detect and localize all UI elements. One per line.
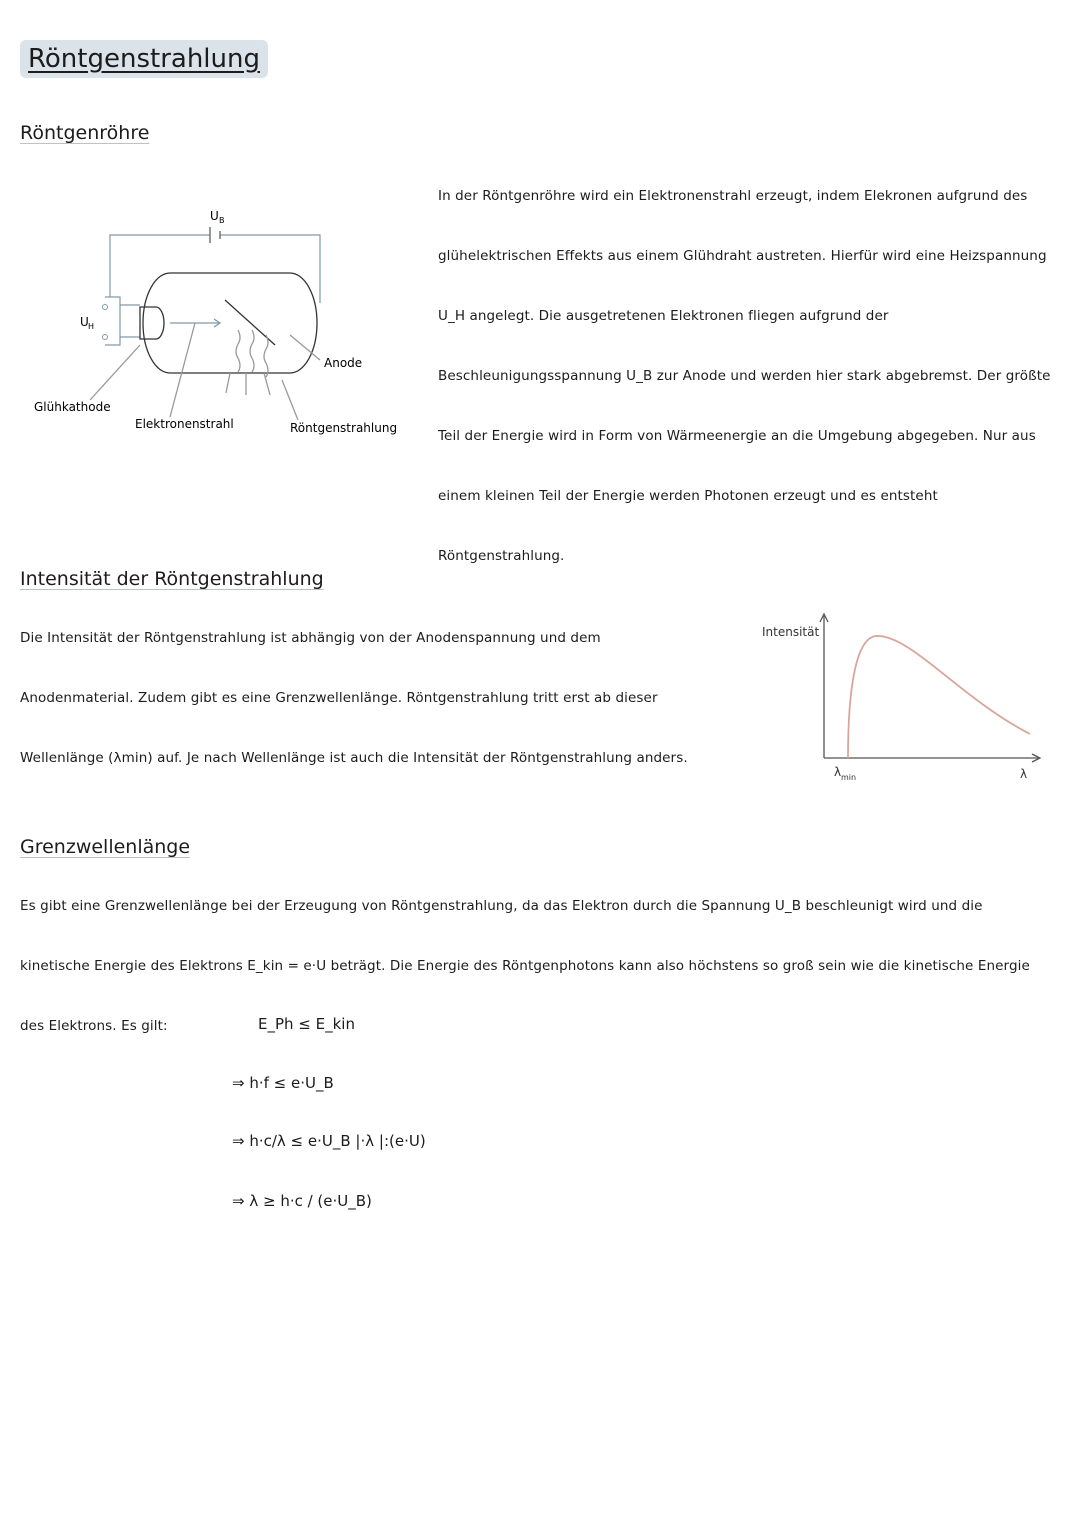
graph-xlabel: λ xyxy=(1020,767,1028,781)
intensity-description: Die Intensität der Röntgenstrahlung ist abhängig von der Anodenspannung und dem Anodenmaterial. Zudem gibt es eine Grenzwellenlänge. Röntgenstrahlung tritt erst ab dieser Wellenlänge (λmin) auf. Je nach Wellenlänge ist auch die Intensität der Röntgenstrahlung anders. xyxy=(20,630,688,766)
cathode-label: Glühkathode xyxy=(34,400,111,414)
graph-lmin-sub: min xyxy=(841,773,857,782)
graph-lmin-label: λ xyxy=(834,765,842,779)
ub-label: U xyxy=(210,209,219,223)
ub-sub-label: B xyxy=(219,216,225,225)
page-title: Röntgenstrahlung xyxy=(20,40,268,78)
section-heading-tube: Röntgenröhre xyxy=(20,122,150,144)
section-heading-intensity: Intensität der Röntgenstrahlung xyxy=(20,568,324,590)
tube-description: In der Röntgenröhre wird ein Elektronenstrahl erzeugt, indem Elekronen aufgrund des glühelektrischen Effekts aus einem Glühdraht austreten. Hierfür wird eine Heizspannung U_H angelegt. Die ausgetretenen Elektronen fliegen aufgrund der Beschleunigungsspannung U_B zur Anode und werden hier stark abgebremst. Der größte Teil der Energie wird in Form von Wärmeenergie an die Umgebung abgegeben. Nur aus einem kleinen Teil der Energie werden Photonen erzeugt und es entsteht Röntgenstrahlung. xyxy=(438,188,1051,564)
xray-label: Röntgenstrahlung xyxy=(290,421,398,435)
section-heading-limit: Grenzwellenlänge xyxy=(20,836,191,858)
intensity-curve xyxy=(848,636,1030,758)
formula-2: ⇒ h·f ≤ e·U_B xyxy=(232,1074,334,1092)
formula-3: ⇒ h·c/λ ≤ e·U_B |·λ |:(e·U) xyxy=(232,1132,426,1150)
limit-description: Es gibt eine Grenzwellenlänge bei der Erzeugung von Röntgenstrahlung, da das Elektron durch die Spannung U_B beschleunigt wird und die kinetische Energie des Elektrons E_kin = e·U beträgt. Die Energie des Röntgenphotons kann also höchstens so groß sein wie die kinetische Energie des Elektrons. Es gilt: xyxy=(20,898,1030,1034)
graph-ylabel: Intensität xyxy=(762,625,820,639)
formula-1: E_Ph ≤ E_kin xyxy=(258,1015,355,1033)
formula-4: ⇒ λ ≥ h·c / (e·U_B) xyxy=(232,1192,372,1210)
anode-label: Anode xyxy=(324,356,363,370)
intensity-graph xyxy=(760,608,1060,793)
xray-tube-diagram xyxy=(20,195,420,445)
beam-label: Elektronenstrahl xyxy=(135,417,234,431)
uh-label: U xyxy=(80,315,89,329)
uh-sub-label: H xyxy=(88,322,95,331)
